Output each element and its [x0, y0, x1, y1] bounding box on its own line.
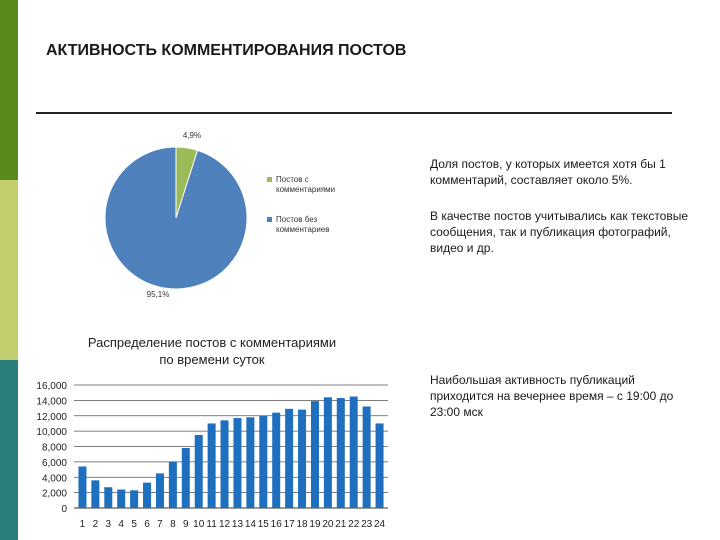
- y-tick-label: 16,000: [36, 381, 67, 392]
- y-tick-label: 2,000: [41, 488, 67, 500]
- bar: [182, 448, 190, 508]
- y-tick-label: 12,000: [36, 411, 67, 423]
- bar: [104, 487, 112, 508]
- bar: [143, 483, 151, 508]
- y-tick-label: 8,000: [41, 442, 67, 454]
- x-tick-label: 18: [296, 519, 308, 530]
- x-tick-label: 1: [79, 519, 86, 530]
- note-method: В качестве постов учитывались как текстовые сообщения, так и публикация фотографий, видео и др.: [430, 209, 689, 255]
- bar: [324, 397, 332, 508]
- x-tick-label: 3: [105, 519, 112, 530]
- bar-chart: [36, 335, 388, 530]
- note-share: Доля постов, у которых имеется хотя бы 1 комментарий, составляет около 5%.: [430, 157, 666, 187]
- x-tick-label: 6: [144, 519, 150, 530]
- x-tick-label: 7: [157, 519, 163, 530]
- x-tick-label: 5: [131, 519, 137, 530]
- x-tick-label: 4: [118, 519, 124, 530]
- bar: [298, 410, 306, 508]
- note-peak: Наибольшая активность публикаций приходится на вечернее время – с 19:00 до 23:00 мск: [430, 373, 674, 419]
- x-tick-label: 12: [218, 519, 231, 530]
- x-tick-label: 9: [183, 519, 189, 530]
- bar: [246, 417, 254, 508]
- bar: [350, 397, 358, 508]
- x-tick-label: 20: [322, 519, 334, 530]
- page-title: АКТИВНОСТЬ КОММЕНТИРОВАНИЯ ПОСТОВ: [46, 42, 407, 59]
- bar: [363, 407, 371, 508]
- bar: [376, 423, 384, 508]
- y-tick-label: 4,000: [41, 473, 67, 485]
- bar: [130, 490, 138, 508]
- bar: [169, 462, 177, 508]
- x-tick-label: 10: [193, 519, 205, 530]
- x-tick-label: 14: [244, 519, 256, 530]
- bar-chart-title: Распределение постов с комментариями: [87, 335, 337, 350]
- legend-label: Постов без: [276, 215, 318, 224]
- bar: [311, 401, 319, 508]
- x-tick-label: 15: [257, 519, 269, 530]
- bar: [117, 490, 125, 508]
- bar: [91, 480, 99, 508]
- pie-data-label: 4,9%: [182, 131, 202, 140]
- bar: [272, 413, 280, 508]
- x-tick-label: 22: [348, 519, 360, 530]
- x-tick-label: 21: [335, 519, 347, 530]
- x-tick-label: 16: [270, 519, 282, 530]
- bar: [156, 473, 164, 508]
- legend-label: комментариев: [276, 225, 330, 234]
- legend-label: Постов с: [276, 175, 309, 184]
- x-tick-label: 8: [170, 519, 176, 530]
- x-tick-label: 13: [231, 519, 244, 530]
- x-tick-label: 24: [373, 519, 386, 530]
- y-tick-label: 10,000: [36, 427, 67, 439]
- pie-chart: [105, 131, 335, 299]
- bar: [259, 416, 267, 508]
- legend-label: комментариями: [276, 185, 336, 194]
- y-tick-label: 0: [61, 504, 67, 515]
- bar: [221, 420, 229, 508]
- bar: [78, 466, 86, 508]
- legend-swatch: [267, 217, 272, 222]
- x-tick-label: 2: [92, 519, 99, 530]
- x-tick-label: 11: [206, 519, 217, 530]
- x-tick-label: 19: [309, 519, 321, 530]
- y-tick-label: 6,000: [41, 457, 67, 469]
- pie-data-label: 95,1%: [146, 290, 170, 299]
- bar: [195, 435, 203, 508]
- pie-slice: [105, 147, 247, 289]
- y-tick-label: 14,000: [36, 396, 67, 408]
- bar: [285, 409, 293, 508]
- bar-chart-title: по времени суток: [159, 352, 265, 367]
- bar: [233, 418, 241, 508]
- bar: [208, 423, 216, 508]
- bar: [337, 398, 345, 508]
- legend-swatch: [267, 177, 272, 182]
- x-tick-label: 17: [283, 519, 295, 530]
- x-tick-label: 23: [361, 519, 373, 530]
